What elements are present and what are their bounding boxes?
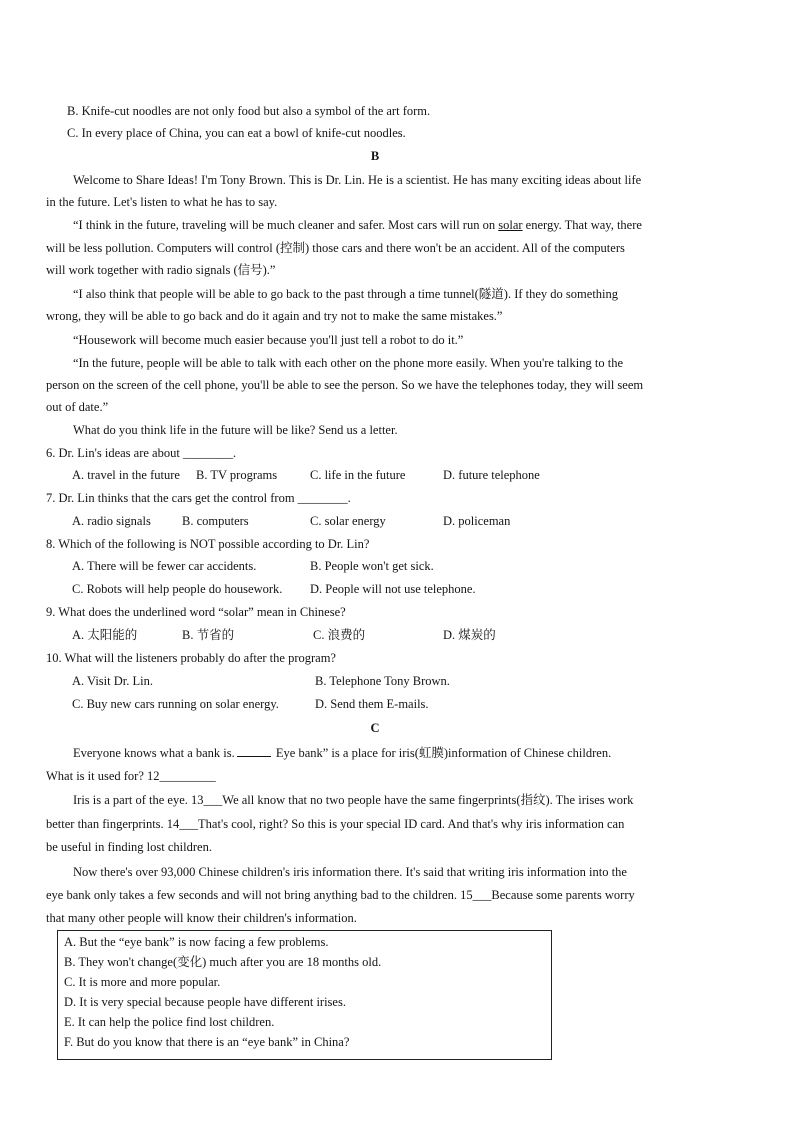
passage-c-line [46,816,624,832]
box-option[interactable]: B. They won't change(变化) much after you are 18 months old. [64,955,382,969]
answer-option[interactable]: A. travel in the future [72,468,180,482]
passage-b-line [73,217,642,233]
answer-blank-11[interactable] [237,745,271,757]
answer-option[interactable]: B. computers [182,514,249,528]
section-b-heading: B [370,149,380,163]
answer-blank-13[interactable]: 13___ [191,793,223,807]
passage-b-line: Welcome to Share Ideas! I'm Tony Brown. This is Dr. Lin. He is a scientist. He has many exciting ideas about life [73,173,642,187]
answer-option[interactable]: D. policeman [443,514,511,528]
answer-option[interactable]: D. 煤炭的 [443,628,496,642]
answer-option[interactable]: D. People will not use telephone. [310,582,476,596]
passage-c-line [46,887,635,903]
passage-c-line [46,768,216,784]
answer-option[interactable]: D. future telephone [443,468,540,482]
answer-option[interactable]: C. solar energy [310,514,386,528]
passage-c-line: be useful in finding lost children. [46,840,212,854]
question-stem: 10. What will the listeners probably do after the program? [46,651,336,665]
options-box [57,930,552,1060]
passage-text: We all know that no two people have the same fingerprints(指纹). The irises work [222,793,634,807]
answer-option[interactable]: D. Send them E-mails. [315,697,429,711]
answer-option[interactable]: B. 节省的 [182,628,235,642]
answer-option[interactable]: B. People won't get sick. [310,559,434,573]
question-stem: 7. Dr. Lin thinks that the cars get the control from ________. [46,491,351,505]
question-stem: 6. Dr. Lin's ideas are about ________. [46,446,237,460]
box-option[interactable]: E. It can help the police find lost children. [64,1015,275,1029]
prev-option-c: C. In every place of China, you can eat a bowl of knife-cut noodles. [67,126,406,140]
answer-option[interactable]: A. There will be fewer car accidents. [72,559,257,573]
passage-b-line: “Housework will become much easier because you'll just tell a robot to do it.” [73,333,464,347]
question-stem: 8. Which of the following is NOT possible according to Dr. Lin? [46,537,370,551]
answer-option[interactable]: C. life in the future [310,468,406,482]
answer-option[interactable]: B. TV programs [196,468,278,482]
prev-option-b: B. Knife-cut noodles are not only food but also a symbol of the art form. [67,104,431,118]
passage-text: Everyone knows what a bank is. [73,746,235,760]
passage-c-line: that many other people will know their children's information. [46,911,357,925]
passage-b-line: out of date.” [46,400,109,414]
answer-blank-12[interactable]: 12_________ [147,769,216,783]
underlined-word-solar: solar [498,218,523,232]
passage-b-line: will work together with radio signals (信号).” [46,263,276,277]
passage-c-line [73,745,611,761]
passage-text: energy. That way, there [522,218,642,232]
box-option[interactable]: A. But the “eye bank” is now facing a few problems. [64,935,329,949]
passage-text: better than fingerprints. [46,817,167,831]
box-option[interactable]: D. It is very special because people have different irises. [64,995,346,1009]
passage-b-line: “I also think that people will be able to go back to the past through a time tunnel(隧道). If they do something [73,287,619,301]
passage-text: Because some parents worry [491,888,635,902]
passage-b-line: person on the screen of the cell phone, you'll be able to see the person. So we have the telephones today, they will seem [46,378,644,392]
passage-b-line: wrong, they will be able to go back and do it again and try not to make the same mistakes.” [46,309,503,323]
passage-c-line: Now there's over 93,000 Chinese children's iris information there. It's said that writing iris information into the [73,865,627,879]
answer-option[interactable]: B. Telephone Tony Brown. [315,674,450,688]
passage-text: eye bank only takes a few seconds and will not bring anything bad to the children. [46,888,461,902]
answer-option[interactable]: C. Robots will help people do housework. [72,582,283,596]
passage-b-line: in the future. Let's listen to what he has to say. [46,195,278,209]
box-option[interactable]: F. But do you know that there is an “eye bank” in China? [64,1035,350,1049]
passage-b-line: will be less pollution. Computers will control (控制) those cars and there won't be an accident. All of the computers [46,241,625,255]
answer-option[interactable]: C. 浪费的 [313,628,366,642]
section-c-heading: C [370,721,380,735]
passage-text: Eye bank” is a place for iris(虹膜)information of Chinese children. [272,746,612,760]
passage-text: Iris is a part of the eye. [73,793,192,807]
passage-b-line: “In the future, people will be able to talk with each other on the phone more easily. When you're talking to the [73,356,623,370]
answer-option[interactable]: A. radio signals [72,514,151,528]
passage-b-line: What do you think life in the future will be like? Send us a letter. [73,423,398,437]
question-stem: 9. What does the underlined word “solar” mean in Chinese? [46,605,346,619]
passage-text: What is it used for? [46,769,148,783]
answer-option[interactable]: A. 太阳能的 [72,628,138,642]
passage-text: That's cool, right? So this is your special ID card. And that's why iris information can [198,817,625,831]
passage-c-line [73,792,633,808]
passage-text: “I think in the future, traveling will be much cleaner and safer. Most cars will run on [73,218,499,232]
answer-blank-15[interactable]: 15___ [460,888,492,902]
answer-option[interactable]: C. Buy new cars running on solar energy. [72,697,279,711]
answer-option[interactable]: A. Visit Dr. Lin. [72,674,153,688]
box-option[interactable]: C. It is more and more popular. [64,975,221,989]
answer-blank-14[interactable]: 14___ [166,817,199,831]
